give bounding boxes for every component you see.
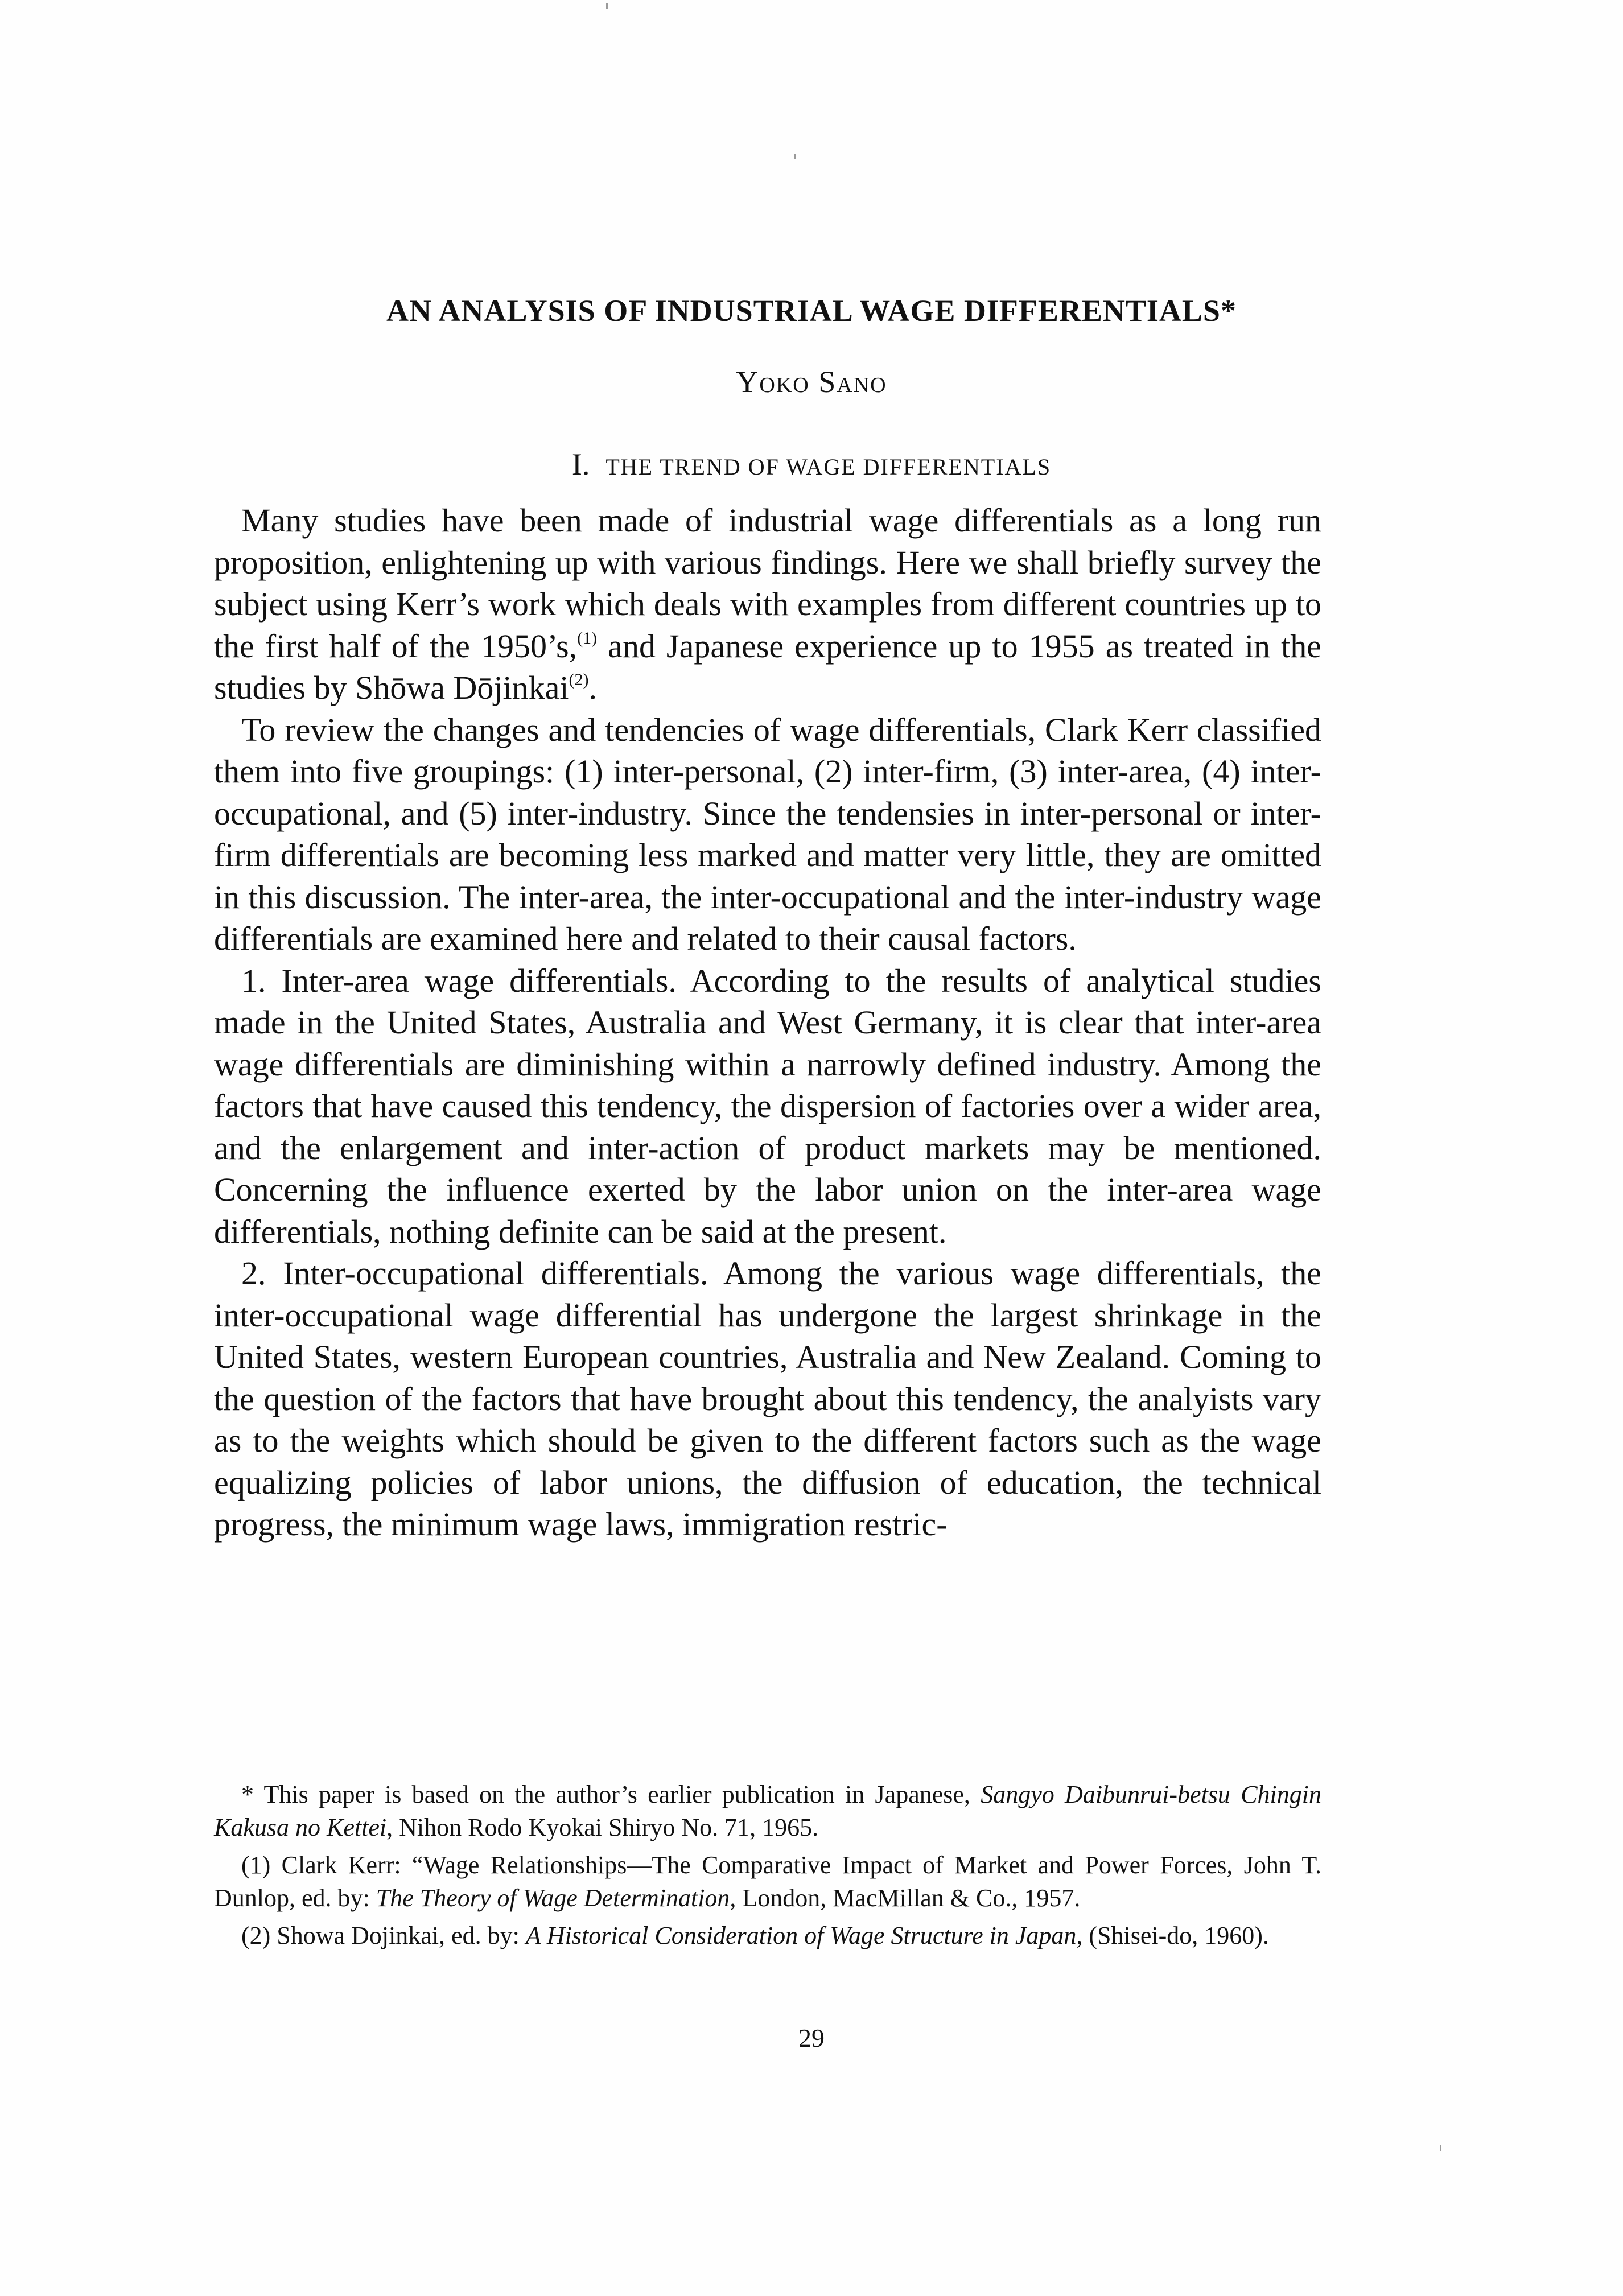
footnote-ref-1[interactable]: (1) <box>577 628 598 648</box>
footnote-italic-title: A Historical Consideration of Wage Structure in Japan <box>525 1922 1077 1949</box>
body-text <box>214 500 1321 1545</box>
footnote-text: (2) Showa Dojinkai, ed. by: <box>241 1922 526 1949</box>
paragraph: 1. Inter-area wage differentials. According to the results of analytical studies made in the United States, Australia and West Germany, it is clear that inter-area wage differentials are diminishing within a narrowly defined industry. Among the factors that have caused this tendency, the dispersion of factories over a wider area, and the enlargement and inter-action of product markets may be mentioned. Concerning the influence exerted by the labor union on the inter-area wage differentials, nothing definite can be said at the present. <box>214 962 1321 1250</box>
footnote-ref-2[interactable]: (2) <box>569 670 589 689</box>
footnote-text: , Nihon Rodo Kyokai Shiryo No. 71, 1965. <box>386 1813 819 1841</box>
scan-artifact <box>794 154 796 159</box>
page-number: 29 <box>798 2023 825 2052</box>
paragraph-text: and Japanese experience up to 1955 as treated in the studies by Shōwa Dōjinkai <box>214 627 1321 706</box>
footnote-star <box>214 1778 1321 1844</box>
paragraph: 2. Inter-occupational differentials. Among the various wage differentials, the inter-occupational wage differential has undergone the largest shrinkage in the United States, western European countries, Australia and New Zealand. Coming to the question of the factors that have brought about this tendency, the analyists vary as to the weights which should be given to the different factors such as the wage equalizing policies of labor unions, the diffusion of education, the technical progress, the minimum wage laws, immigration restric- <box>214 1255 1321 1543</box>
section-number: I. <box>571 447 590 481</box>
footnotes <box>214 1778 1321 1957</box>
paragraph: To review the changes and tendencies of wage differentials, Clark Kerr classified them into five groupings: (1) inter-personal, (2) inter-firm, (3) inter-area, (4) inter-occupational, and (5) inter-industry. Since the tendensies in inter-personal or inter-firm differentials are becoming less marked and matter very little, they are omitted in this discussion. The inter-area, the inter-occupational and the inter-industry wage differentials are examined here and related to their causal factors. <box>214 711 1321 957</box>
footnote-text: , London, MacMillan & Co., 1957. <box>730 1884 1081 1912</box>
footnote-italic-title: Sangyo Daibunrui-betsu Chingin Kakusa no Kettei <box>214 1780 1322 1841</box>
paragraph-text: Many studies have been made of industrial wage differentials as a long run proposition, enlightening up with various findings. Here we shall briefly survey the subject using Kerr’s work which deals with examples from different countries up to the first half of the 1950’s, <box>214 502 1321 665</box>
footnote-text: * This paper is based on the author’s earlier publication in Japanese, <box>241 1780 981 1808</box>
paragraph <box>214 500 1321 709</box>
paper-title: AN ANALYSIS OF INDUSTRIAL WAGE DIFFERENTIALS* <box>386 294 1237 328</box>
paragraph-text: . <box>588 669 597 706</box>
footnote-text: (1) Clark Kerr: “Wage Relationships—The Comparative Impact of Market and Power Forces, John T. Dunlop, ed. by: <box>214 1851 1321 1912</box>
footnote-2 <box>214 1919 1321 1952</box>
footnote-text: , (Shisei-do, 1960). <box>1076 1922 1269 1949</box>
author-name: Yoko Sano <box>736 365 887 399</box>
section-title: THE TREND OF WAGE DIFFERENTIALS <box>605 454 1052 480</box>
footnote-italic-title: The Theory of Wage Determination <box>376 1884 730 1912</box>
section-heading <box>0 447 1623 482</box>
footnote-1 <box>214 1849 1321 1915</box>
scan-artifact <box>1440 2145 1441 2151</box>
scan-artifact <box>606 3 608 9</box>
